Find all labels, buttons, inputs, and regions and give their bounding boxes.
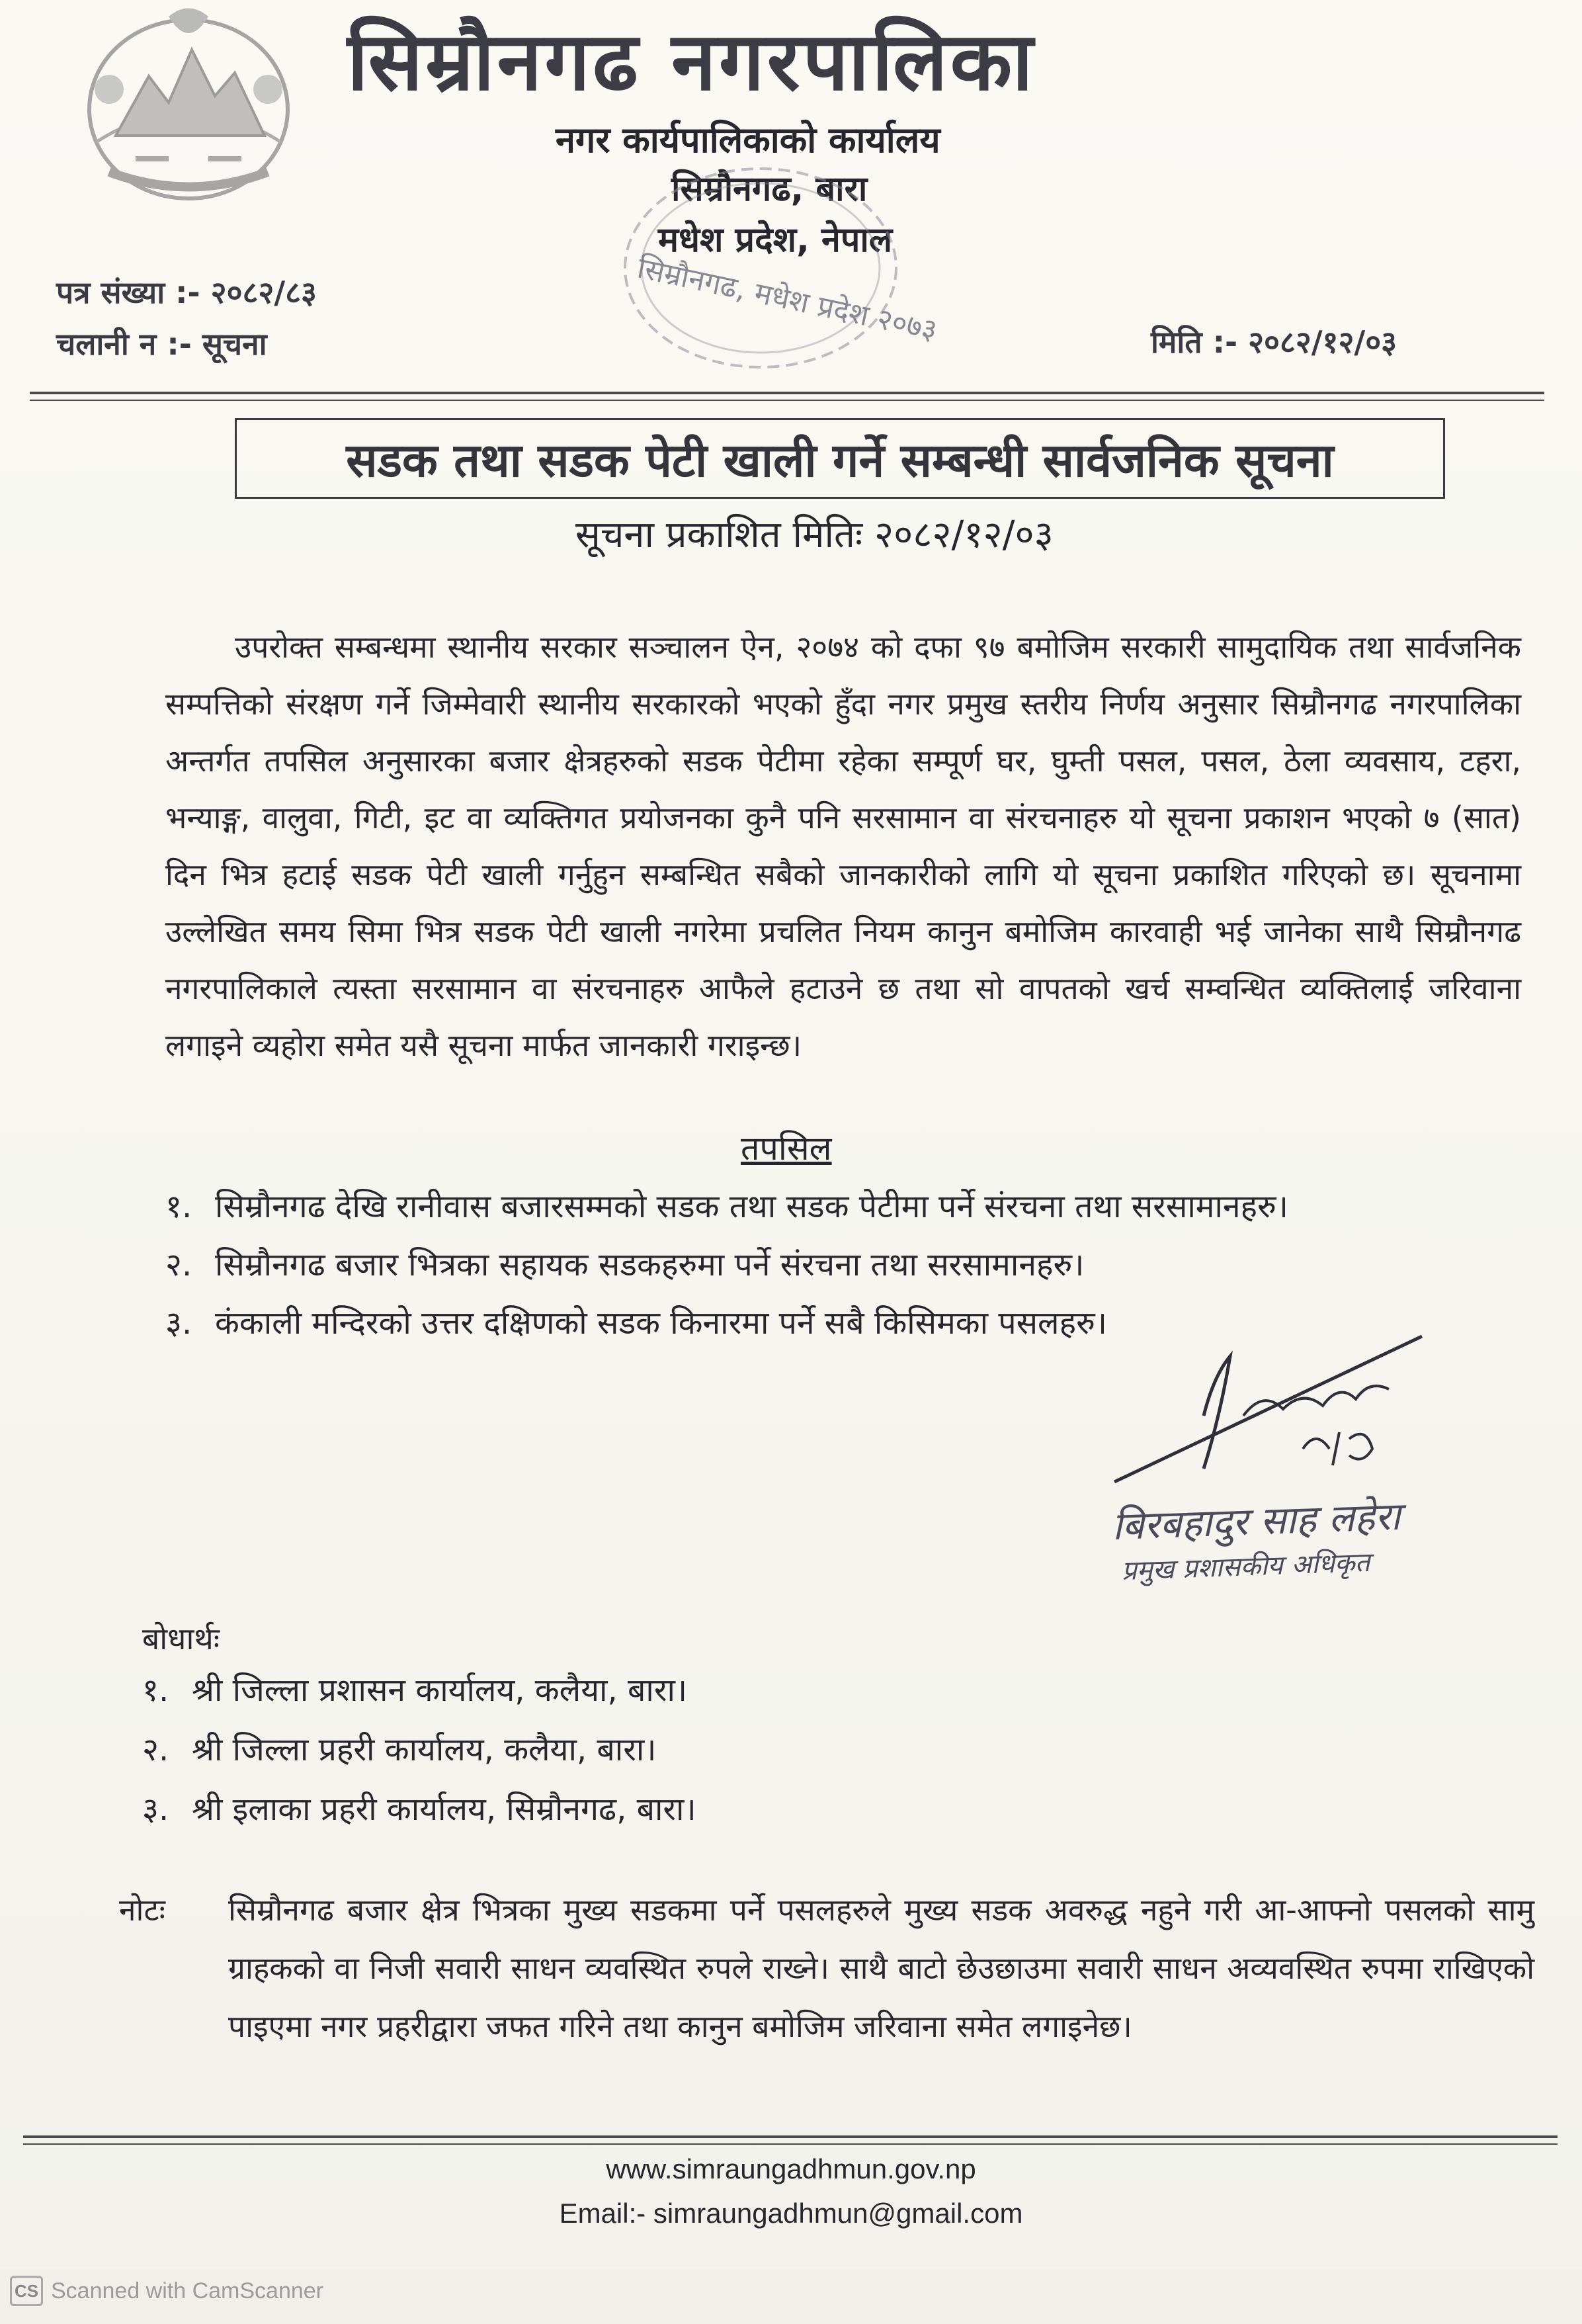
camscanner-label: Scanned with CamScanner	[51, 2278, 324, 2303]
list-item: २. श्री जिल्ला प्रहरी कार्यालय, कलैया, बारा।	[142, 1731, 657, 1768]
list-item: ३. कंकाली मन्दिरको उत्तर दक्षिणको सडक किनारमा पर्ने सबै किसिमका पसलहरु।	[165, 1305, 1107, 1342]
office-name: नगर कार्यपालिकाको कार्यालय	[556, 119, 940, 161]
published-date: सूचना प्रकाशित मितिः २०८२/१२/०३	[575, 513, 1054, 556]
list-item: २. सिम्रौनगढ बजार भित्रका सहायक सडकहरुमा पर्ने संरचना तथा सरसामानहरु।	[165, 1246, 1085, 1283]
camscanner-logo-icon: CS	[10, 2276, 43, 2306]
list-item: १. श्री जिल्ला प्रशासन कार्यालय, कलैया, बारा।	[142, 1672, 688, 1709]
nepal-emblem-icon	[69, 3, 308, 208]
list-item: ३. श्री इलाका प्रहरी कार्यालय, सिम्रौनगढ, बारा।	[142, 1791, 696, 1828]
signatory-name: बिरबहादुर साह लहेरा	[1111, 1493, 1401, 1549]
footer-divider	[23, 2135, 1558, 2138]
bodharth-label: बोधार्थः	[142, 1621, 220, 1657]
website-link[interactable]: www.simraungadhmun.gov.np	[606, 2153, 976, 2184]
note-text: सिम्रौनगढ बजार क्षेत्र भित्रका मुख्य सडकमा पर्ने पसलहरुले मुख्य सडक अवरुद्ध नहुने गरी आ-आफ्नो पसलको सामु ग्राहकको वा निजी सवारी साधन व्यवस्थित रुपले राख्ने। साथै बाटो छेउछाउमा सवारी साधन अव्यवस्थित रुपमा राखिएको पाइएमा नगर प्रहरीद्वारा जफत गरिने तथा कानुन बमोजिम जरिवाना समेत लगाइनेछ।	[228, 1892, 1534, 2044]
bodharth-list	[142, 1660, 696, 1839]
letter-date: मिति :- २०८२/१२/०३	[1151, 324, 1397, 360]
municipality-name: सिम्रौनगढ नगरपालिका	[347, 15, 1036, 108]
signature	[1104, 1316, 1435, 1515]
stamp-label: सिम्रौनगढ, मधेश प्रदेश २०७३	[634, 251, 940, 348]
patra-sankhya: पत्र संख्या :- २०८२/८३	[56, 275, 317, 310]
note-label: नोटः	[119, 1892, 165, 1928]
header-divider	[30, 392, 1544, 394]
header-divider-thin	[30, 400, 1544, 401]
signatory-post: प्रमुख प्रशासकीय अधिकृत	[1121, 1547, 1371, 1586]
chalani-number: चलानी न :- सूचना	[56, 326, 267, 362]
list-item: १. सिम्रौनगढ देखि रानीवास बजारसम्मको सडक तथा सडक पेटीमा पर्ने संरचना तथा सरसामानहरु।	[165, 1188, 1288, 1225]
notice-body: उपरोक्त सम्बन्धमा स्थानीय सरकार सञ्चालन ऐन, २०७४ को दफा ९७ बमोजिम सरकारी सामुदायिक तथा सार्वजनिक सम्पत्तिको संरक्षण गर्ने जिम्मेवारी स्थानीय सरकारको भएको हुँदा नगर प्रमुख स्तरीय निर्णय अनुसार सिम्रौनगढ नगरपालिका अन्तर्गत तपसिल अनुसारका बजार क्षेत्रहरुको सडक पेटीमा रहेका सम्पूर्ण घर, घुम्ती पसल, पसल, ठेला व्यवसाय, टहरा, भन्याङ्ग, वालुवा, गिटी, इट वा व्यक्तिगत प्रयोजनका कुनै पनि सरसामान वा संरचनाहरु यो सूचना प्रकाशन भएको ७ (सात) दिन भित्र हटाई सडक पेटी खाली गर्नुहुन सम्बन्धित सबैको जानकारीको लागि यो सूचना प्रकाशित गरिएको छ। सूचनामा उल्लेखित समय सिमा भित्र सडक पेटी खाली नगरेमा प्रचलित नियम कानुन बमोजिम कारवाही भई जानेका साथै सिम्रौनगढ नगरपालिकाले त्यस्ता सरसामान वा संरचनाहरु आफैले हटाउने छ तथा सो वापतको खर्च सम्वन्धित व्यक्तिलाई जरिवाना लगाइने व्यहोरा समेत यसै सूचना मार्फत जानकारी गराइन्छ।	[165, 629, 1521, 1063]
notice-title: सडक तथा सडक पेटी खाली गर्ने सम्बन्धी सार्वजनिक सूचना	[235, 418, 1445, 499]
office-province: मधेश प्रदेश, नेपाल	[658, 220, 893, 260]
email-link[interactable]: Email:- simraungadhmun@gmail.com	[559, 2198, 1023, 2229]
camscanner-watermark	[10, 2276, 323, 2306]
footer-divider-thin	[23, 2143, 1558, 2145]
office-location: सिम्रौनगढ, बारा	[671, 169, 868, 209]
tapasil-heading: तपसिल	[741, 1129, 832, 1168]
